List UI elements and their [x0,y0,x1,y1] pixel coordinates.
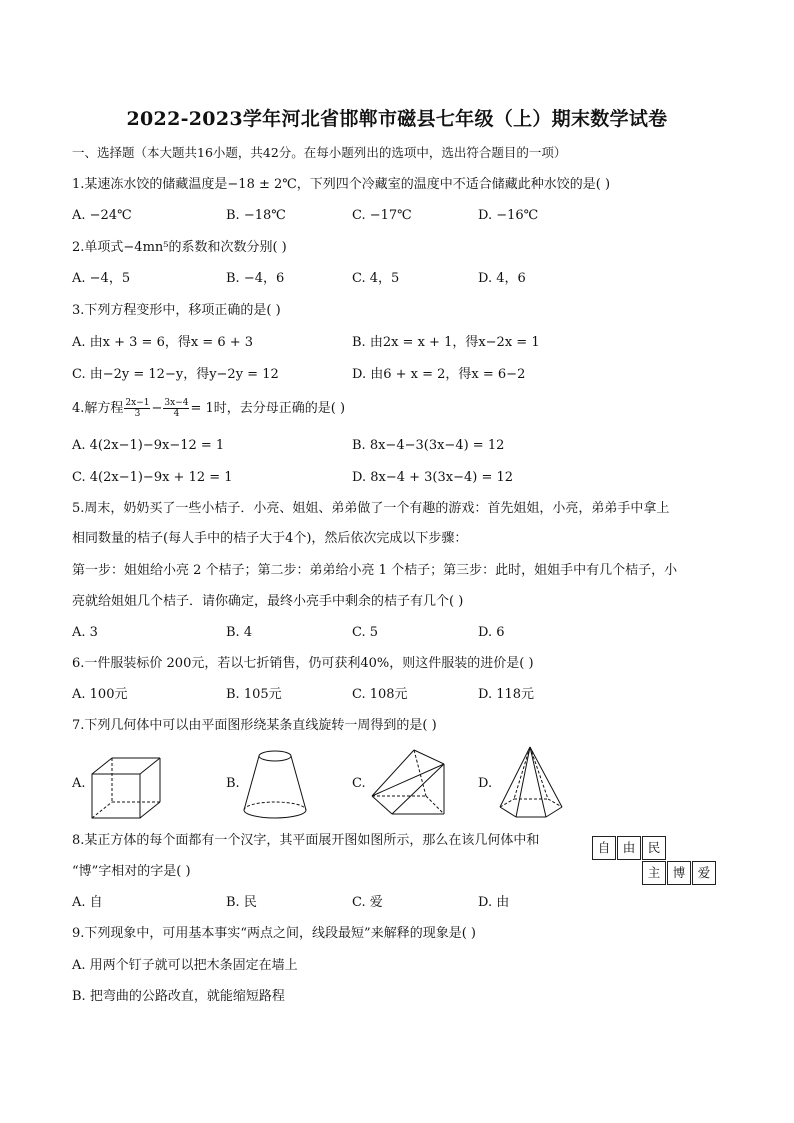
question-8-line-1: 8.某正方体的每个面都有一个汉字，其平面展开图如图所示，那么在该几何体中和 [72,833,540,848]
q8-option-b: B. 民 [226,895,257,910]
q7-option-b: B. [226,776,240,791]
q1-option-d: D. −16℃ [478,208,539,223]
q4-fraction-2-denominator: 4 [173,409,180,419]
q4-fraction-2 [163,398,189,419]
q4-option-b: B. 8x−4−3(3x−4) = 12 [352,438,505,453]
q8-option-a: A. 自 [72,895,103,910]
q4-option-d: D. 8x−4 + 3(3x−4) = 12 [352,470,514,485]
question-3-stem: 3.下列方程变形中，移项正确的是( ) [72,303,281,318]
q1-option-b: B. −18℃ [226,208,286,223]
q5-option-d: D. 6 [478,625,505,640]
q9-option-a: A. 用两个钉子就可以把木条固定在墙上 [72,958,298,973]
q6-option-b: B. 105元 [226,687,282,702]
q7-option-a: A. [72,776,86,791]
q6-option-c: C. 108元 [352,687,408,702]
question-9-stem: 9.下列现象中，可用基本事实“两点之间，线段最短”来解释的现象是( ) [72,926,476,941]
net-cell-6: 爱 [692,861,716,885]
question-7-stem: 7.下列几何体中可以由平面图形绕某条直线旋转一周得到的是( ) [72,718,437,733]
q3-option-b: B. 由2x = x + 1，得x−2x = 1 [352,335,540,350]
question-8-line-2: “博”字相对的字是( ) [72,864,191,879]
q5-option-c: C. 5 [352,625,379,640]
q1-option-a: A. −24℃ [72,208,132,223]
q3-option-c: C. 由−2y = 12−y，得y−2y = 12 [72,367,279,382]
net-cell-4: 主 [642,861,666,885]
q9-option-b: B. 把弯曲的公路改直，就能缩短路程 [72,989,285,1004]
q4-fraction-2-numerator: 3x−4 [164,398,189,408]
question-5-line-1: 5.周末，奶奶买了一些小桔子．小亮、姐姐、弟弟做了一个有趣的游戏：首先姐姐，小亮，弟弟手中拿上 [72,501,670,516]
q4-stem-prefix: 4.解方程 [72,400,124,416]
q4-minus: − [151,400,163,416]
q4-fraction-1-numerator: 2x−1 [125,398,150,408]
net-cell-5: 博 [667,861,691,885]
q4-option-c: C. 4(2x−1)−9x + 12 = 1 [72,470,233,485]
q3-option-a: A. 由x + 3 = 6，得x = 6 + 3 [72,335,254,350]
q5-option-b: B. 4 [226,625,253,640]
question-5-line-3: 第一步：姐姐给小亮 2 个桔子；第二步：弟弟给小亮 1 个桔子；第三步：此时，姐姐手中有几个桔子，小 [72,563,678,578]
q7-option-d: D. [478,776,493,791]
q6-option-a: A. 100元 [72,687,128,702]
q7-option-c: C. [352,776,366,791]
q4-option-a: A. 4(2x−1)−9x−12 = 1 [72,438,225,453]
q5-option-a: A. 3 [72,625,98,640]
q8-option-c: C. 爱 [352,895,383,910]
q2-option-b: B. −4，6 [226,271,285,286]
net-cell-3: 民 [642,836,666,860]
q1-option-c: C. −17℃ [352,208,412,223]
question-5-line-4: 亮就给姐姐几个桔子．请你确定，最终小亮手中剩余的桔子有几个( ) [72,594,464,609]
q4-fraction-1 [124,398,150,419]
q4-fraction-1-denominator: 3 [134,409,141,419]
prism-figure [368,748,450,820]
frustum-figure [240,746,310,822]
section-heading: 一、选择题（本大题共16小题，共42分。在每小题列出的选项中，选出符合题目的一项） [72,145,567,160]
q2-option-d: D. 4，6 [478,271,526,286]
net-cell-1: 自 [592,836,616,860]
pyramid-figure [496,745,566,823]
q8-option-d: D. 由 [478,895,510,910]
cube-figure [88,754,166,822]
question-2-stem: 2.单项式−4mn⁵的系数和次数分别( ) [72,240,287,255]
net-cell-2: 由 [617,836,641,860]
q2-option-c: C. 4，5 [352,271,400,286]
question-4-stem [72,398,345,419]
q6-option-d: D. 118元 [478,687,535,702]
q2-option-a: A. −4，5 [72,271,131,286]
page-title: 2022-2023学年河北省邯郸市磁县七年级（上）期末数学试卷 [126,108,668,130]
question-1-stem: 1.某速冻水饺的储藏温度是−18 ± 2℃，下列四个冷藏室的温度中不适合储藏此种水饺的是( ) [72,177,611,192]
question-6-stem: 6.一件服装标价 200元，若以七折销售，仍可获利40%，则这件服装的进价是( ) [72,656,534,671]
q3-option-d: D. 由6 + x = 2，得x = 6−2 [352,367,526,382]
question-5-line-2: 相同数量的桔子(每人手中的桔子大于4个)，然后依次完成以下步骤： [72,531,468,546]
q4-stem-suffix: = 1时，去分母正确的是( ) [190,400,346,416]
